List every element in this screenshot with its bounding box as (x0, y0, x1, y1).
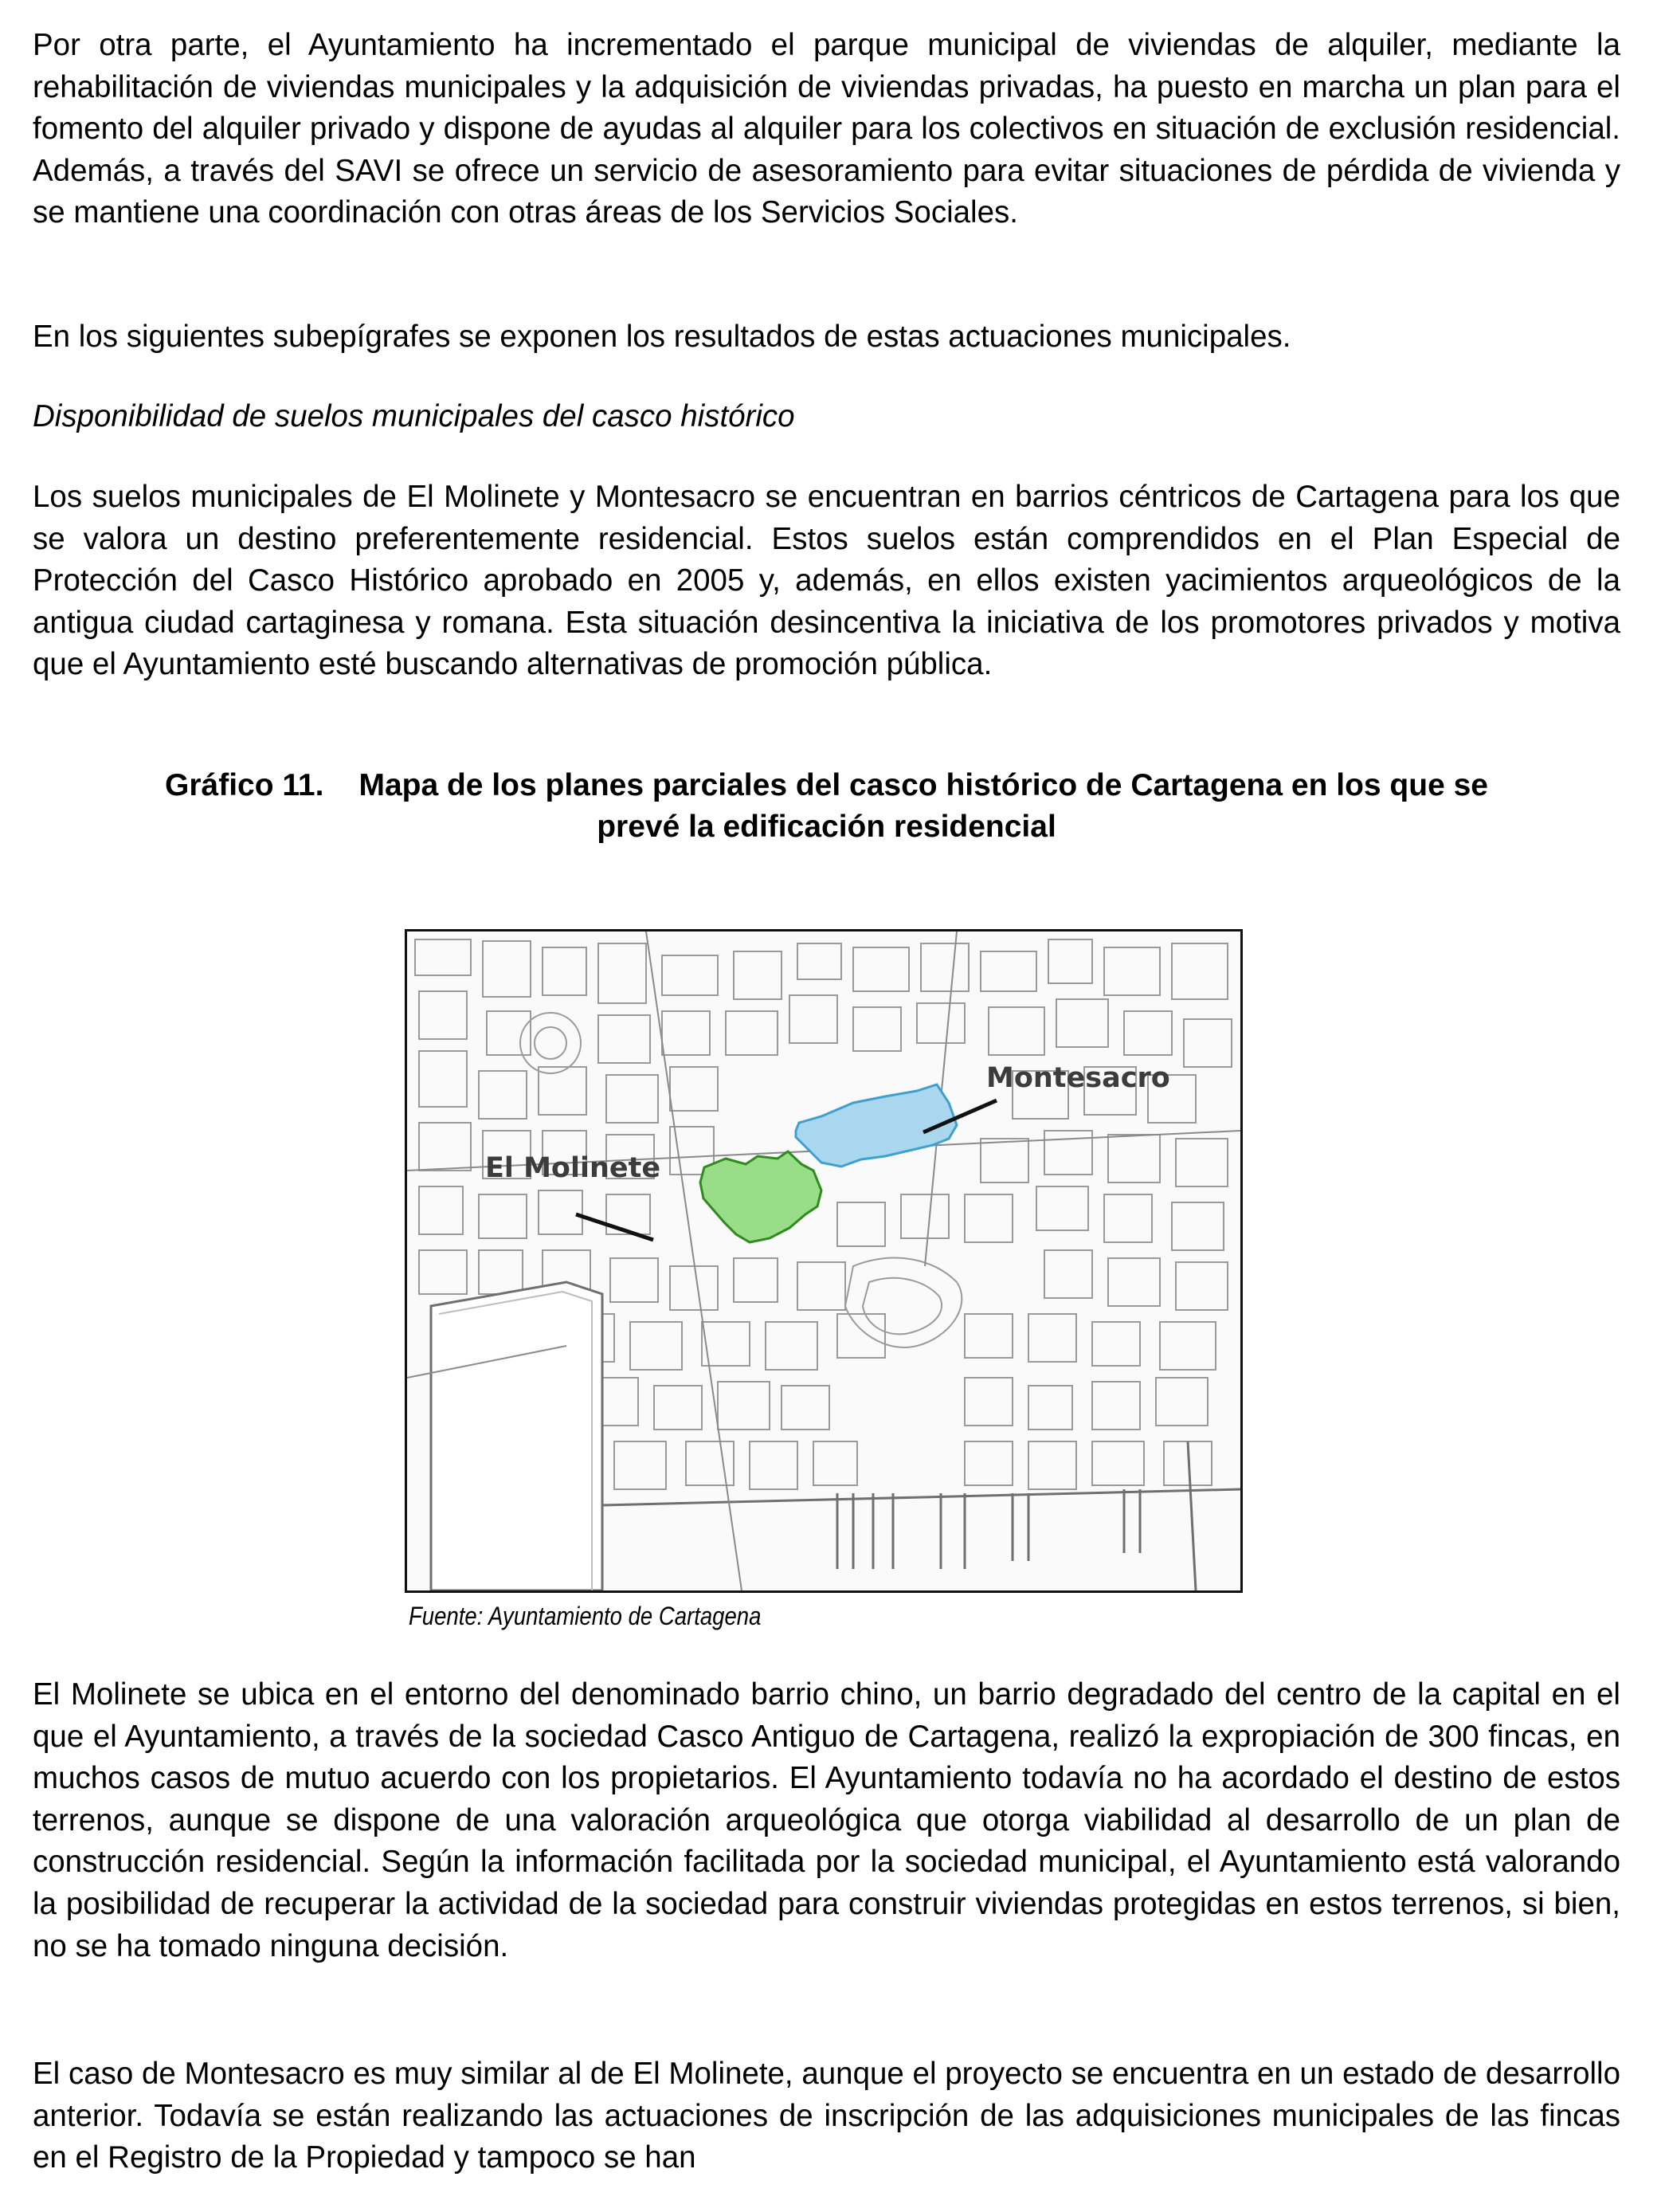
figure-label: Gráfico 11. (165, 768, 324, 802)
paragraph-suelos: Los suelos municipales de El Molinete y Montesacro se encuentran en barrios céntricos de Cartagena para los que se valora un destino preferentemente residencial. Estos suelos están comprendidos en el Plan Especial de Protección del Casco Histórico aprobado en 2005 y, además, en ellos existen yacimientos arqueológicos de la antigua ciudad cartaginesa y romana. Esta situación desincentiva la iniciativa de los promotores privados y motiva que el Ayuntamiento esté buscando alternativas de promoción pública. (33, 480, 1620, 682)
paragraph-montesacro: El caso de Montesacro es muy similar al de El Molinete, aunque el proyecto se encuentra en un estado de desarrollo anterior. Todavía se están realizando las actuaciones de inscripción de las adquisiciones municipales de las fincas en el Registro de la Propiedad y tampoco se han (33, 2057, 1620, 2175)
molinete-pointer (576, 1214, 653, 1240)
city-map (405, 929, 1243, 1593)
subheading: Disponibilidad de suelos municipales del casco histórico (33, 399, 795, 433)
montesacro-area (796, 1084, 957, 1167)
map-label-montesacro: Montesacro (986, 1062, 1170, 1094)
figure-caption (33, 765, 1620, 848)
map-label-molinete: El Molinete (485, 1152, 661, 1184)
map-drawing (407, 931, 1240, 1590)
figure-title-line1: Mapa de los planes parciales del casco histórico de Cartagena en los que se (358, 768, 1488, 802)
paragraph-subsections: En los siguientes subepígrafes se exponen los resultados de estas actuaciones municipales. (33, 320, 1291, 354)
figure-title-line2: prevé la edificación residencial (597, 810, 1056, 844)
paragraph-intro: Por otra parte, el Ayuntamiento ha incrementado el parque municipal de viviendas de alquiler, mediante la rehabilitación de viviendas municipales y la adquisición de viviendas privadas, ha puesto en marcha un plan para el fomento del alquiler privado y dispone de ayudas al alquiler para los colectivos en situación de exclusión residencial. Además, a través del SAVI se ofrece un servicio de asesoramiento para evitar situaciones de pérdida de vivienda y se mantiene una coordinación con otras áreas de los Servicios Sociales. (33, 28, 1620, 230)
paragraph-molinete: El Molinete se ubica en el entorno del denominado barrio chino, un barrio degradado del centro de la capital en el que el Ayuntamiento, a través de la sociedad Casco Antiguo de Cartagena, realizó la expropiación de 300 fincas, en muchos casos de mutuo acuerdo con los propietarios. El Ayuntamiento todavía no ha acordado el destino de estos terrenos, aunque se dispone de una valoración arqueológica que otorga viabilidad al desarrollo de un plan de construcción residencial. Según la información facilitada por la sociedad municipal, el Ayuntamiento está valorando la posibilidad de recuperar la actividad de la sociedad para construir viviendas protegidas en estos terrenos, si bien, no se ha tomado ninguna decisión. (33, 1677, 1620, 1963)
molinete-area (700, 1151, 821, 1242)
figure-source: Fuente: Ayuntamiento de Cartagena (409, 1602, 762, 1630)
